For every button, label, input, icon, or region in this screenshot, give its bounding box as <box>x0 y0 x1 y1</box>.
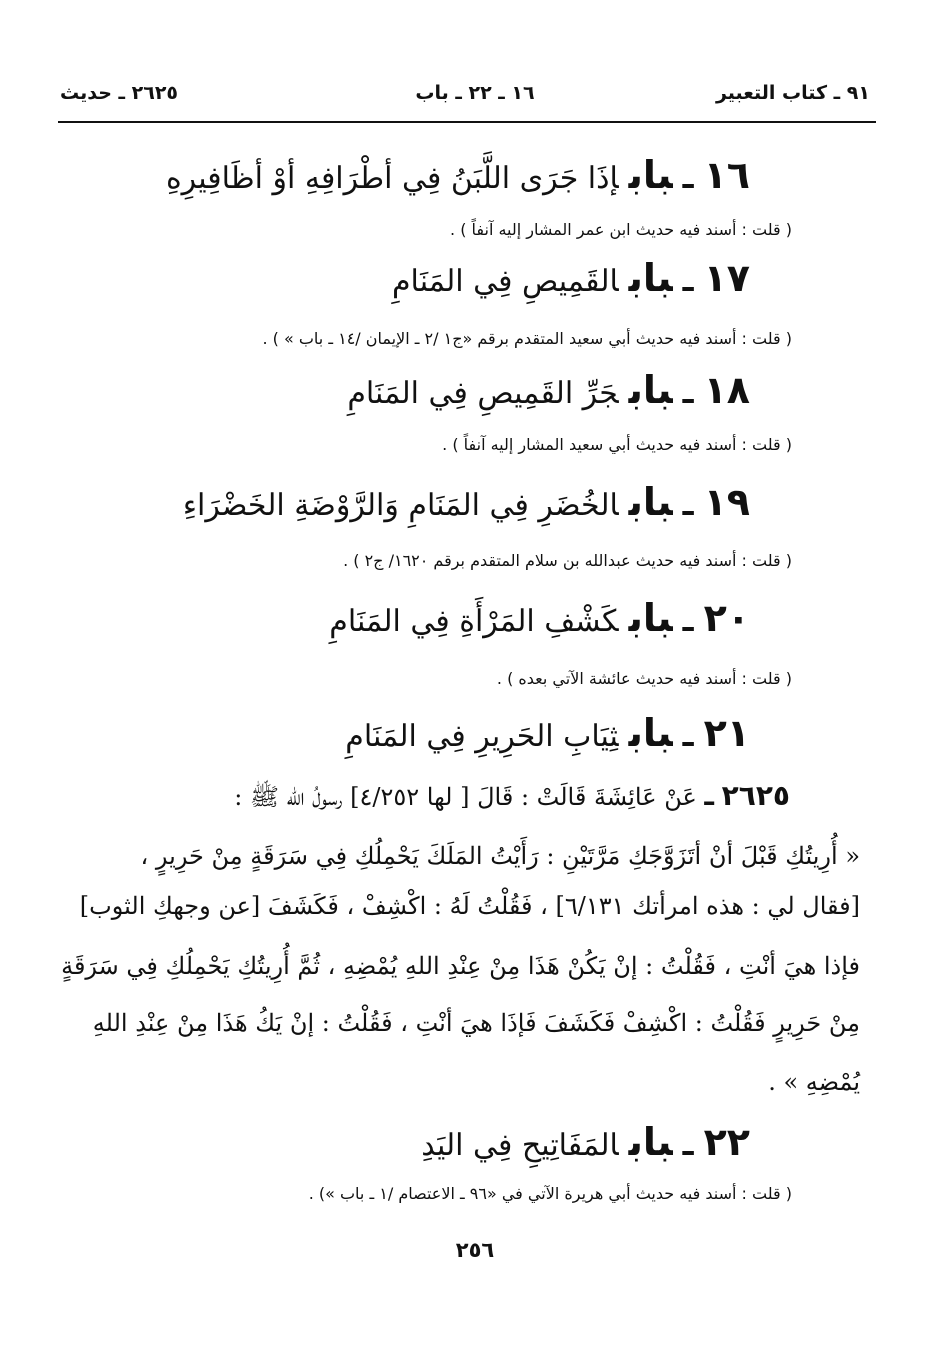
chapter-title: القَمِيصِ فِي المَنَامِ <box>391 264 619 299</box>
chapter-number: ١٨ <box>703 368 750 412</box>
header-hadith-number: ٢٦٢٥ ـ حديث <box>60 82 179 104</box>
chapter-bab: باب <box>628 153 673 197</box>
chapter-title: إذَا جَرَى اللَّبَنُ فِي أطْرَافِهِ أوْ أظَافِيرِهِ <box>165 161 619 196</box>
hadith-text-line: مِنْ حَرِيرٍ فَقُلْتُ : اكْشِفْ فَكَشَفَ فَإذَا هيَ أنْتِ ، فَقُلْتُ : إنْ يَكُ هَذَا مِنْ عِنْدِ اللهِ <box>92 1009 860 1037</box>
hadith-dash: ـ <box>704 779 714 812</box>
hadith-text-last-line: يُمْضِهِ » . <box>768 1068 860 1096</box>
chapter-number: ١٧ <box>703 256 750 300</box>
chapter-dash: ـ <box>682 601 694 639</box>
chapter-heading-16 <box>166 153 750 201</box>
header-rule <box>58 121 876 123</box>
hadith-heading <box>234 776 790 817</box>
page-number: ٢٥٦ <box>455 1238 495 1262</box>
chapter-title: ثِيَابِ الحَرِيرِ فِي المَنَامِ <box>345 719 619 754</box>
chapter-number: ١٦ <box>703 153 750 197</box>
chapter-bab: باب <box>628 1120 673 1164</box>
chapter-title: الخُضَرِ فِي المَنَامِ وَالرَّوْضَةِ الخَضْرَاءِ <box>182 488 619 523</box>
chapter-note-18: ( قلت : أسند فيه حديث أبي سعيد المشار إليه آنفاً ) . <box>442 435 792 454</box>
chapter-title: كَشْفِ المَرْأَةِ فِي المَنَامِ <box>329 604 619 639</box>
chapter-note-19: ( قلت : أسند فيه حديث عبدالله بن سلام المتقدم برقم ١٦٢٠/ ج٢ ) . <box>343 551 792 570</box>
chapter-heading-17 <box>392 256 750 304</box>
chapter-number: ١٩ <box>703 480 750 524</box>
chapter-number: ٢٠ <box>703 596 750 640</box>
header-chapter-range: ١٦ ـ ٢٢ ـ باب <box>415 82 535 104</box>
chapter-heading-19 <box>183 480 750 528</box>
chapter-heading-20 <box>329 596 750 644</box>
chapter-bab: باب <box>628 256 673 300</box>
chapter-bab: باب <box>628 596 673 640</box>
chapter-heading-22 <box>421 1120 750 1168</box>
chapter-dash: ـ <box>682 158 694 196</box>
header-book-title: ٩١ ـ كتاب التعبير <box>715 82 870 104</box>
hadith-intro: عَنْ عَائِشَةَ قَالَتْ : قَالَ [ لها ٤/٢٥٢] رسولُ الله ﷺ : <box>234 783 697 811</box>
chapter-number: ٢١ <box>703 711 750 755</box>
hadith-number: ٢٦٢٥ <box>721 779 790 812</box>
hadith-text-line: فإذا هيَ أنْتِ ، فَقُلْتُ : إنْ يَكُنْ هَذَا مِنْ عِنْدِ اللهِ يُمْضِهِ ، ثُمَّ أُرِيتُكِ يَحْمِلُكِ فِي سَرَقَةٍ <box>61 952 860 980</box>
chapter-note-20: ( قلت : أسند فيه حديث عائشة الآتي بعده ) . <box>496 669 792 688</box>
chapter-bab: باب <box>628 480 673 524</box>
chapter-title: المَفَاتِيحِ فِي اليَدِ <box>421 1128 619 1163</box>
chapter-dash: ـ <box>682 373 694 411</box>
chapter-bab: باب <box>628 711 673 755</box>
chapter-dash: ـ <box>682 261 694 299</box>
chapter-heading-18 <box>347 368 750 416</box>
chapter-number: ٢٢ <box>703 1120 750 1164</box>
chapter-title: جَرِّ القَمِيصِ فِي المَنَامِ <box>347 376 619 411</box>
chapter-dash: ـ <box>682 485 694 523</box>
chapter-heading-21 <box>345 711 750 759</box>
hadith-text-line: [فقال لي : هذه امرأتك ٦/١٣١] ، فَقُلْتُ لَهُ : اكْشِفْ ، فَكَشَفَ [عن وجهكِ الثوب] <box>79 892 860 920</box>
chapter-note-17: ( قلت : أسند فيه حديث أبي سعيد المتقدم برقم «ج١ /٢ ـ الإيمان /١٤ ـ باب » ) . <box>262 329 792 348</box>
chapter-note-16: ( قلت : أسند فيه حديث ابن عمر المشار إليه آنفاً ) . <box>450 220 792 239</box>
chapter-note-22: ( قلت : أسند فيه حديث أبي هريرة الآتي في «٩٦ ـ الاعتصام /١ ـ باب ») . <box>308 1184 792 1203</box>
hadith-text-line: « أُرِيتُكِ قَبْلَ أنْ أتَزَوَّجَكِ مَرَّتَيْنِ : رَأَيْتُ المَلَكَ يَحْمِلُكِ فِي سَرَقَةٍ مِنْ حَرِيرٍ ، <box>140 842 860 870</box>
chapter-dash: ـ <box>682 716 694 754</box>
chapter-bab: باب <box>628 368 673 412</box>
chapter-dash: ـ <box>682 1125 694 1163</box>
